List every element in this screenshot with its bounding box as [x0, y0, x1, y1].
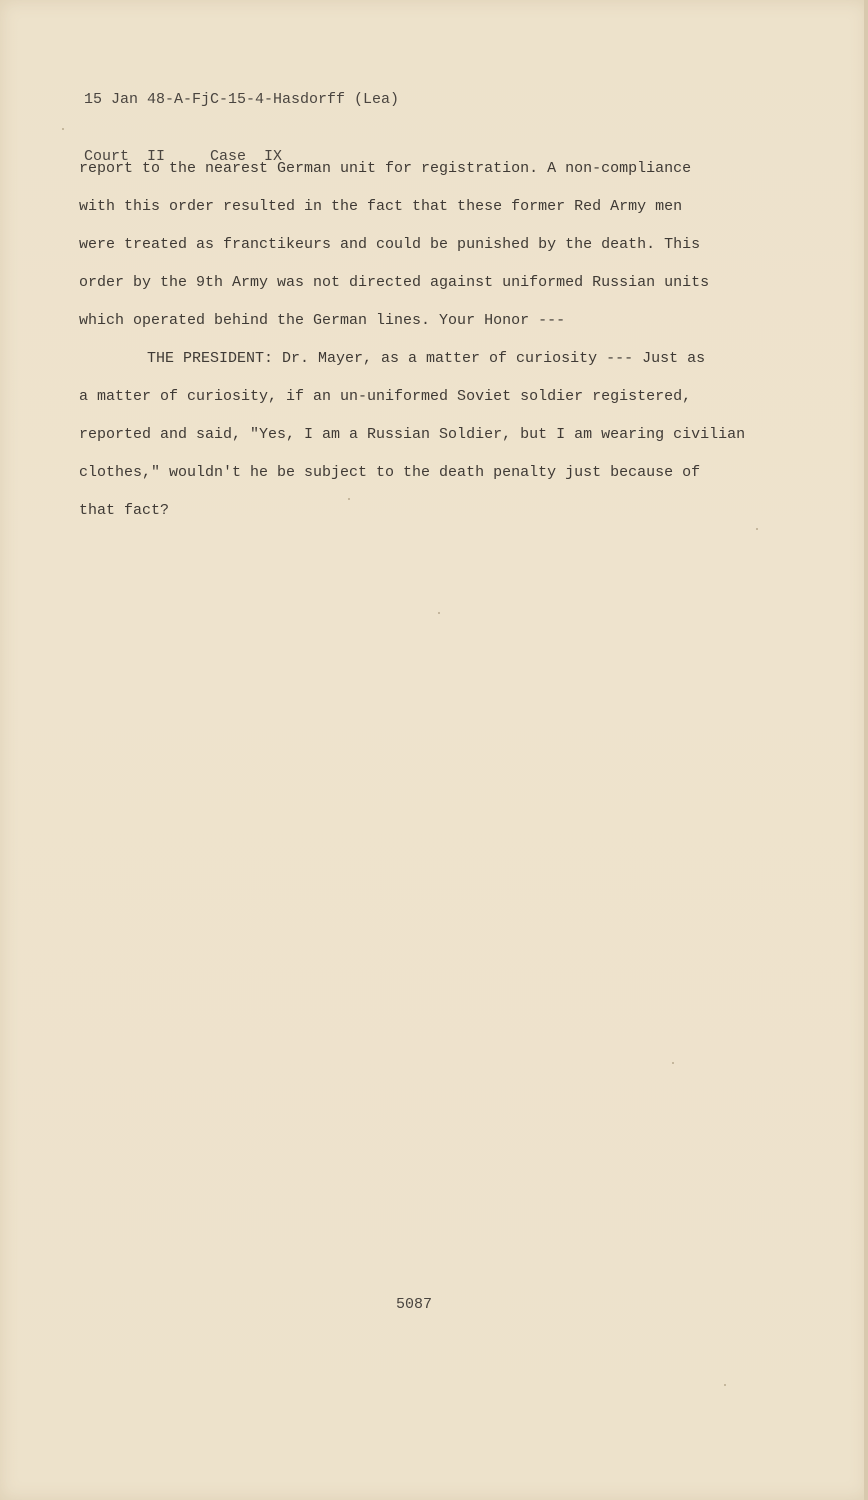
- header-reference-line: 15 Jan 48-A-FjC-15-4-Hasdorff (Lea): [84, 91, 400, 108]
- page-number: 5087: [396, 1296, 433, 1313]
- paper-speck: [672, 1062, 674, 1064]
- body-line: report to the nearest German unit for registration. A non-compliance: [79, 160, 692, 177]
- body-line: that fact?: [79, 502, 170, 519]
- paper-speck: [724, 1384, 726, 1386]
- body-line: with this order resulted in the fact that these former Red Army men: [79, 198, 683, 215]
- body-line: order by the 9th Army was not directed against uniformed Russian units: [79, 274, 710, 291]
- header-court-case-line: Court II Case IX: [84, 148, 283, 165]
- body-line-speaker: THE PRESIDENT: Dr. Mayer, as a matter of curiosity --- Just as: [147, 350, 706, 367]
- body-line: a matter of curiosity, if an un-uniformed Soviet soldier registered,: [79, 388, 692, 405]
- paper-speck: [756, 528, 758, 530]
- paper-speck: [62, 128, 64, 130]
- transcript-body: [79, 150, 809, 530]
- body-line: reported and said, "Yes, I am a Russian Soldier, but I am wearing civilian: [79, 426, 746, 443]
- body-line: which operated behind the German lines. Your Honor ---: [79, 312, 566, 329]
- paper-speck: [348, 498, 350, 500]
- paper-speck: [438, 612, 440, 614]
- body-line: clothes," wouldn't he be subject to the death penalty just because of: [79, 464, 701, 481]
- page-edge: [864, 0, 868, 1500]
- body-line: were treated as franctikeurs and could be punished by the death. This: [79, 236, 701, 253]
